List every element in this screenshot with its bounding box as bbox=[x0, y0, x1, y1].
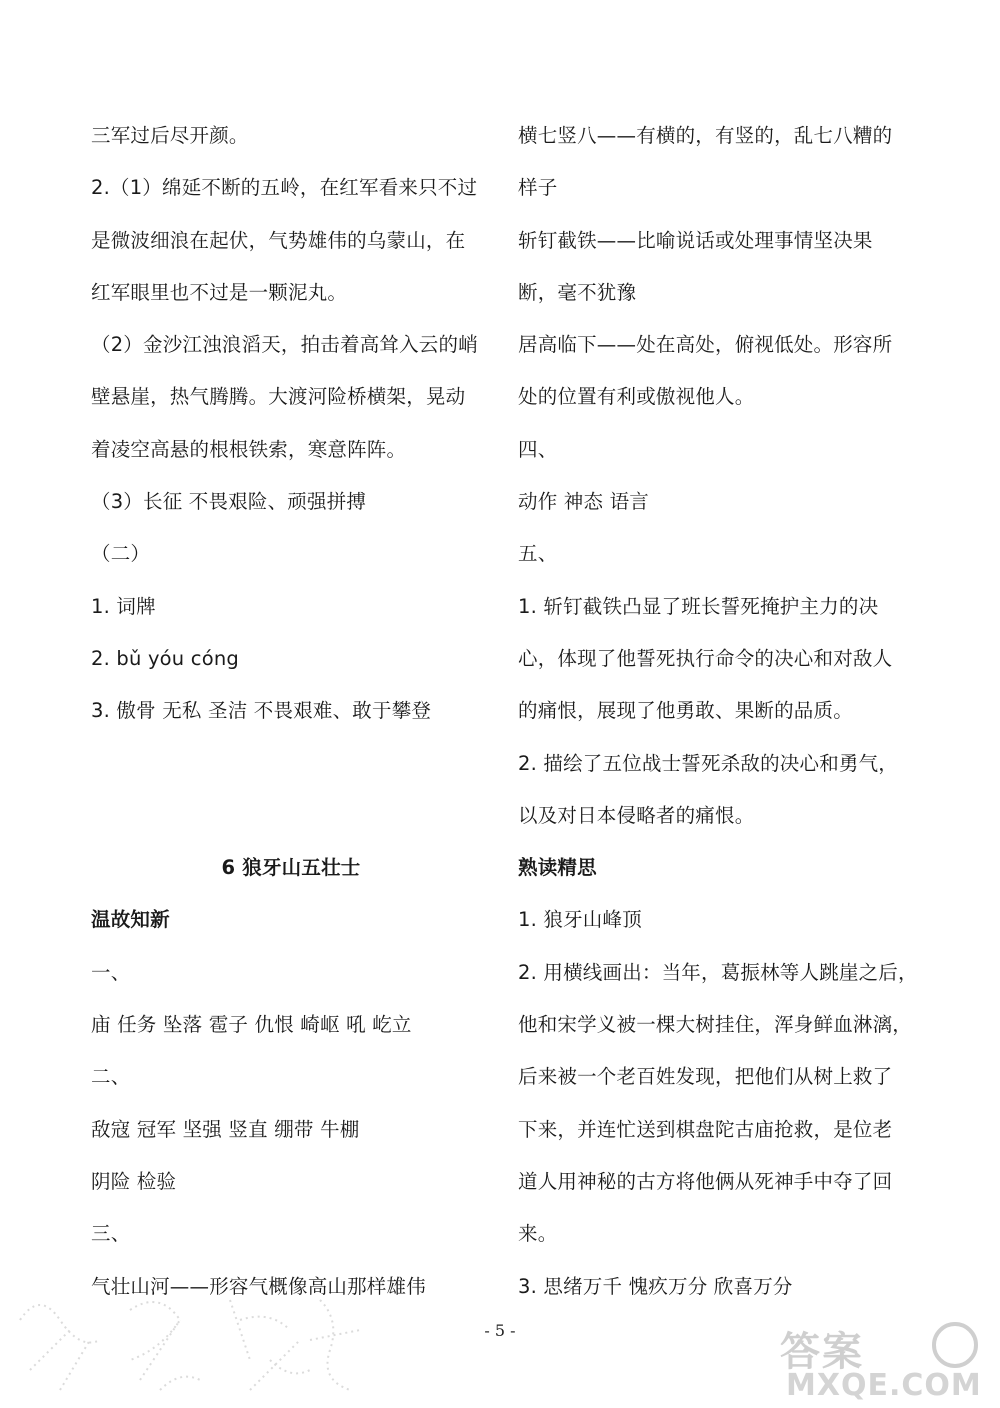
text-line: 心，体现了他誓死执行命令的决心和对敌人 bbox=[518, 646, 893, 670]
text-line: 断，毫不犹豫 bbox=[518, 280, 637, 304]
text-line: 气壮山河——形容气概像高山那样雄伟 bbox=[91, 1274, 426, 1298]
section-heading: 熟读精思 bbox=[518, 856, 597, 880]
left-column bbox=[91, 110, 491, 1313]
text-line: 后来被一个老百姓发现，把他们从树上救了 bbox=[518, 1065, 893, 1089]
text-line: 阴险 检验 bbox=[91, 1169, 177, 1193]
text-line: 2. 描绘了五位战士誓死杀敌的决心和勇气， bbox=[518, 751, 899, 775]
section-heading: （二） bbox=[91, 542, 151, 566]
watermark-brand: 答案 bbox=[780, 1329, 864, 1375]
text-line: 三军过后尽开颜。 bbox=[91, 124, 249, 147]
text-line: 壁悬崖，热气腾腾。大渡河险桥横架，晃动 bbox=[91, 385, 466, 409]
text-line: 处的位置有利或傲视他人。 bbox=[518, 385, 755, 409]
text-line: （2）金沙江浊浪滔天，拍击着高耸入云的峭 bbox=[91, 333, 478, 357]
text-line: 道人用神秘的古方将他俩从死神手中夺了回 bbox=[518, 1169, 893, 1193]
section-number: 二、 bbox=[91, 1065, 131, 1089]
text-line: 3. 傲骨 无私 圣洁 不畏艰难、敢于攀登 bbox=[91, 699, 432, 723]
page-number: - 5 - bbox=[484, 1321, 516, 1340]
lesson-title: 6 狼牙山五壮士 bbox=[221, 856, 361, 880]
section-number: 三、 bbox=[91, 1222, 131, 1246]
section-number: 五、 bbox=[518, 542, 558, 566]
text-line: 1. 狼牙山峰顶 bbox=[518, 908, 642, 932]
text-line: 2. bǔ yóu cóng bbox=[91, 646, 239, 670]
watermark-url: MXQE.COM bbox=[786, 1368, 982, 1403]
text-line: 以及对日本侵略者的痛恨。 bbox=[518, 803, 755, 827]
text-line: 是微波细浪在起伏，气势雄伟的乌蒙山，在 bbox=[91, 228, 466, 252]
text-line: 横七竖八——有横的，有竖的，乱七八糟的 bbox=[518, 124, 893, 147]
text-line: 动作 神态 语言 bbox=[518, 490, 649, 514]
right-column bbox=[518, 110, 918, 1313]
text-line: （3）长征 不畏艰险、顽强拼搏 bbox=[91, 490, 367, 514]
text-line: 他和宋学义被一棵大树挂住，浑身鲜血淋漓， bbox=[518, 1013, 913, 1037]
text-line: 来。 bbox=[518, 1222, 558, 1246]
text-line: 着凌空高悬的根根铁索，寒意阵阵。 bbox=[91, 437, 407, 461]
text-line: 的痛恨，展现了他勇敢、果断的品质。 bbox=[518, 699, 853, 723]
section-heading: 温故知新 bbox=[91, 908, 170, 932]
text-line: 1. 斩钉截铁凸显了班长誓死掩护主力的决 bbox=[518, 594, 879, 618]
text-line: 敌寇 冠军 坚强 竖直 绷带 牛棚 bbox=[91, 1117, 360, 1141]
watermark-badge-icon bbox=[932, 1322, 978, 1368]
text-line: 3. 思绪万千 愧疚万分 欣喜万分 bbox=[518, 1274, 793, 1298]
text-line: 红军眼里也不过是一颗泥丸。 bbox=[91, 280, 348, 304]
site-watermark bbox=[760, 1318, 1000, 1408]
text-line: 样子 bbox=[518, 176, 558, 200]
stamp-watermark bbox=[0, 1250, 380, 1408]
text-line: 下来，并连忙送到棋盘陀古庙抢救，是位老 bbox=[518, 1117, 893, 1141]
text-line: 2. 用横线画出：当年，葛振林等人跳崖之后， bbox=[518, 960, 918, 984]
text-line: 居高临下——处在高处，俯视低处。形容所 bbox=[518, 333, 893, 357]
text-line: 1. 词牌 bbox=[91, 594, 156, 618]
text-line: 2.（1）绵延不断的五岭，在红军看来只不过 bbox=[91, 176, 478, 200]
text-line: 庙 任务 坠落 雹子 仇恨 崎岖 吼 屹立 bbox=[91, 1013, 412, 1037]
section-number: 四、 bbox=[518, 437, 558, 461]
text-line: 斩钉截铁——比喻说话或处理事情坚决果 bbox=[518, 228, 873, 252]
section-number: 一、 bbox=[91, 960, 131, 984]
